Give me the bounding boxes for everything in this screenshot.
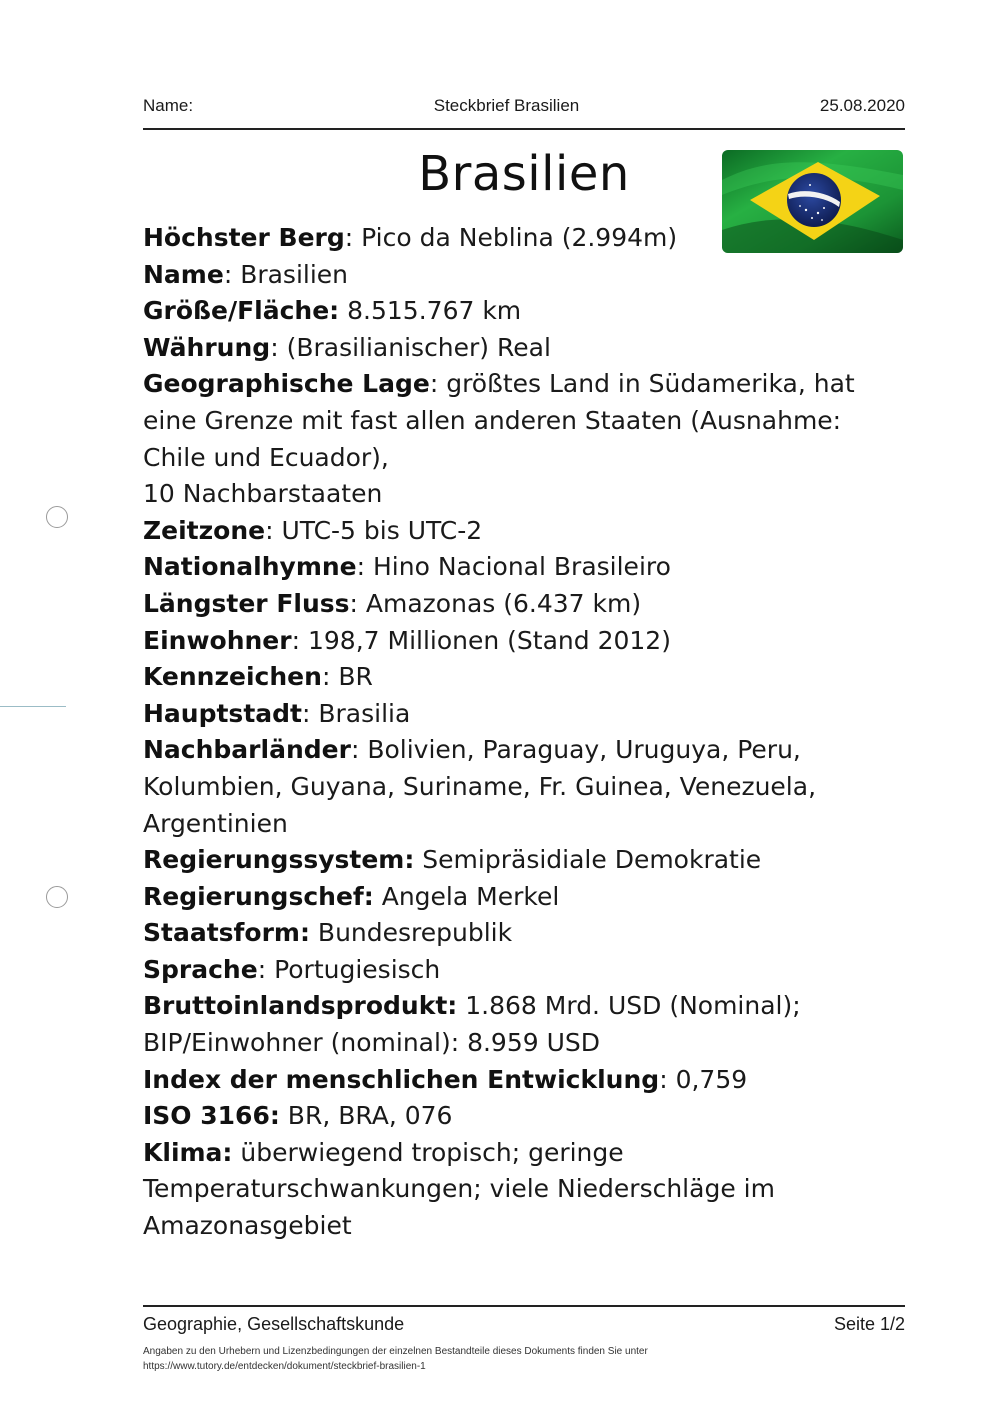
page-footer [143, 1314, 905, 1335]
entry-label: Höchster Berg [143, 223, 345, 252]
entry-label: Name [143, 259, 224, 289]
entry-label: Einwohner [143, 625, 292, 655]
entry-value: Pico da Neblina (2.994m) [361, 223, 678, 252]
profile-entry [143, 586, 905, 623]
profile-entry [143, 952, 905, 989]
entry-separator: : [223, 259, 241, 289]
entry-value: überwiegend tropisch; geringe Temperaturschwankungen; viele Niederschläge im Amazonasgebiet [143, 1137, 775, 1241]
entry-value: UTC-5 bis UTC-2 [281, 515, 483, 545]
entry-separator: : [429, 369, 447, 399]
entry-separator [339, 296, 347, 325]
entry-value: größtes Land in Südamerika, hat eine Grenze mit fast allen anderen Staaten (Ausnahme: Chile und Ecuador), [143, 369, 855, 472]
entry-value: 8.515.767 km [347, 296, 522, 326]
entry-label: Regierungssystem: [143, 845, 415, 875]
entry-value: Portugiesisch [274, 954, 441, 984]
entry-label: Sprache [143, 954, 258, 984]
entry-separator [280, 1101, 288, 1130]
entry-separator: : [356, 552, 373, 582]
entry-label: Zeitzone [143, 515, 266, 545]
entry-value: 0,759 [675, 1064, 748, 1094]
profile-entry [143, 330, 905, 367]
profile-entry [143, 1062, 905, 1099]
page-header [143, 96, 905, 116]
entry-separator: : [350, 735, 368, 765]
entry-separator [310, 918, 318, 947]
entry-value: Amazonas (6.437 km) [365, 588, 642, 618]
entry-value: BR [338, 662, 373, 692]
entry-separator: : [321, 662, 339, 692]
profile-entry [143, 623, 905, 660]
entry-value: (Brasilianischer) Real [286, 332, 551, 362]
entry-separator: : [265, 515, 282, 545]
entry-label: Geographische Lage [143, 369, 430, 399]
license-note [143, 1344, 905, 1374]
entry-value: Semipräsidiale Demokratie [422, 845, 762, 875]
entry-separator: : [349, 588, 366, 618]
profile-entry [143, 732, 905, 842]
entry-value: 1.868 Mrd. USD (Nominal); [465, 991, 801, 1021]
profile-entries [143, 220, 905, 1245]
profile-entry [143, 257, 905, 294]
punch-hole-lower [46, 886, 68, 908]
license-note-link[interactable]: https://www.tutory.de/entdecken/dokument/steckbrief-brasilien-1 [143, 1361, 426, 1372]
entry-separator: : [270, 332, 287, 362]
entry-separator: : [659, 1064, 676, 1094]
entry-separator: : [301, 698, 319, 728]
page-title: Brasilien [418, 146, 630, 202]
profile-entry [143, 1135, 905, 1245]
entry-separator: : [257, 954, 275, 984]
entry-separator: : [291, 625, 308, 655]
entry-value: BR, BRA, 076 [287, 1101, 453, 1131]
profile-entry [143, 220, 905, 257]
license-note-text: Angaben zu den Urhebern und Lizenzbedingungen der einzelnen Bestandteile dieses Dokuments finden Sie unter [143, 1346, 648, 1357]
entry-value-continued: 10 Nachbarstaaten [143, 479, 383, 509]
profile-entry [143, 549, 905, 586]
entry-value: Angela Merkel [381, 881, 560, 911]
entry-separator [374, 882, 382, 911]
entry-label: Bruttoinlandsprodukt: [143, 991, 458, 1021]
profile-entry [143, 513, 905, 550]
profile-entry [143, 842, 905, 879]
entry-value: Bolivien, Paraguay, Uruguya, Peru, Kolumbien, Guyana, Suriname, Fr. Guinea, Venezuela, Argentinien [143, 735, 817, 838]
entry-value: Brasilia [318, 698, 411, 728]
profile-entry [143, 879, 905, 916]
profile-entry [143, 366, 905, 476]
profile-entry [143, 293, 905, 330]
profile-entry [143, 915, 905, 952]
profile-entry [143, 1098, 905, 1135]
footer-subject: Geographie, Gesellschaftskunde [143, 1314, 405, 1334]
profile-entry [143, 696, 905, 733]
document-title: Steckbrief Brasilien [433, 96, 580, 115]
entry-value: Bundesrepublik [317, 918, 513, 948]
profile-entry [143, 988, 905, 1025]
name-label: Name: [143, 96, 194, 115]
punch-hole-upper [46, 506, 68, 528]
entry-value: 198,7 Millionen (Stand 2012) [307, 625, 671, 655]
entry-label: Nationalhymne [143, 552, 357, 582]
entry-label: Größe/Fläche: [143, 296, 340, 326]
entry-label: Kennzeichen [143, 662, 322, 692]
entry-value-continued: BIP/Einwohner (nominal): 8.959 USD [143, 1028, 601, 1058]
document-date: 25.08.2020 [819, 96, 905, 115]
entry-label: Regierungschef: [143, 881, 374, 911]
profile-entry [143, 659, 905, 696]
entry-label: Staatsform: [143, 918, 310, 948]
entry-label: Klima: [143, 1137, 233, 1167]
footer-divider [143, 1305, 905, 1307]
entry-label: ISO 3166: [143, 1101, 280, 1131]
entry-label: Index der menschlichen Entwicklung [143, 1064, 660, 1094]
page-number: Seite 1/2 [833, 1314, 905, 1334]
entry-separator: : [344, 223, 362, 252]
entry-value: Hino Nacional Brasileiro [373, 552, 671, 582]
entry-label: Hauptstadt [143, 698, 302, 728]
entry-label: Währung [143, 332, 271, 362]
entry-value: Brasilien [240, 259, 349, 289]
entry-label: Nachbarländer [143, 735, 351, 765]
header-divider [143, 128, 905, 130]
entry-label: Längster Fluss [143, 588, 350, 618]
fold-mark [0, 706, 66, 707]
